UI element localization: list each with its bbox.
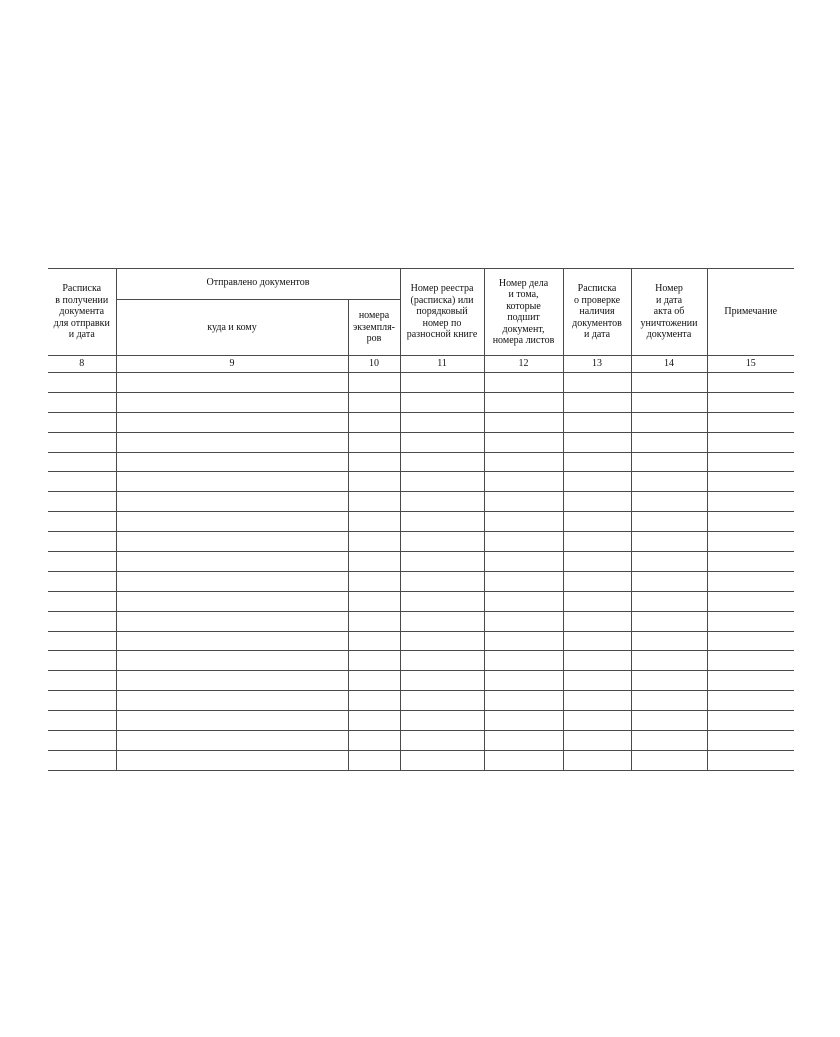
table-cell (400, 591, 484, 611)
table-cell (563, 472, 631, 492)
header-check-receipt: Расписка о проверке наличия документов и дата (563, 269, 631, 356)
table-cell (707, 452, 794, 472)
table-cell (707, 591, 794, 611)
table-cell (116, 412, 348, 432)
table-cell (348, 432, 400, 452)
table-cell (563, 651, 631, 671)
table-cell (707, 631, 794, 651)
table-row (48, 611, 794, 631)
table-cell (484, 532, 563, 552)
table-row (48, 373, 794, 393)
table-cell (631, 691, 707, 711)
table-cell (400, 492, 484, 512)
table-cell (563, 452, 631, 472)
table-cell (707, 532, 794, 552)
table-cell (484, 492, 563, 512)
table-cell (116, 492, 348, 512)
table-cell (563, 691, 631, 711)
column-number: 11 (400, 356, 484, 373)
table-cell (484, 392, 563, 412)
table-cell (484, 432, 563, 452)
table-cell (348, 571, 400, 591)
header-destruction-act: Номер и дата акта об уничтожении документа (631, 269, 707, 356)
table-row (48, 492, 794, 512)
table-cell (400, 412, 484, 432)
table-cell (563, 492, 631, 512)
table-cell (48, 691, 116, 711)
table-cell (400, 671, 484, 691)
table-cell (116, 552, 348, 572)
table-cell (348, 512, 400, 532)
table-cell (707, 552, 794, 572)
table-cell (400, 452, 484, 472)
table-cell (484, 512, 563, 532)
table-cell (348, 552, 400, 572)
table-cell (484, 651, 563, 671)
table-cell (116, 671, 348, 691)
table-cell (484, 750, 563, 770)
table-row (48, 392, 794, 412)
table-cell (484, 552, 563, 572)
table-cell (563, 552, 631, 572)
table-cell (348, 671, 400, 691)
table-cell (707, 691, 794, 711)
table-cell (484, 412, 563, 432)
table-cell (707, 571, 794, 591)
header-where-to-whom: куда и кому (116, 300, 348, 356)
document-register-table (48, 268, 794, 771)
table-cell (563, 671, 631, 691)
table-cell (563, 750, 631, 770)
table-cell (348, 373, 400, 393)
header-documents-sent: Отправлено документов (116, 269, 400, 300)
table-cell (563, 392, 631, 412)
table-cell (707, 750, 794, 770)
table-row (48, 432, 794, 452)
table-cell (48, 432, 116, 452)
table-cell (631, 731, 707, 751)
header-note: Примечание (707, 269, 794, 356)
table-cell (484, 591, 563, 611)
table-row (48, 671, 794, 691)
table-cell (563, 631, 631, 651)
table-cell (348, 392, 400, 412)
table-row (48, 452, 794, 472)
table-row (48, 512, 794, 532)
column-number: 12 (484, 356, 563, 373)
table-cell (400, 512, 484, 532)
table-row (48, 552, 794, 572)
header-registry-number: Номер реестра (расписка) или порядковый номер по разносной книге (400, 269, 484, 356)
column-number: 13 (563, 356, 631, 373)
table-cell (400, 691, 484, 711)
table-cell (484, 571, 563, 591)
table-cell (48, 711, 116, 731)
column-number: 14 (631, 356, 707, 373)
table-cell (631, 591, 707, 611)
table-cell (48, 552, 116, 572)
table-cell (400, 392, 484, 412)
table-cell (484, 731, 563, 751)
header-copy-numbers: номера экземпля- ров (348, 300, 400, 356)
table-cell (484, 631, 563, 651)
table-cell (48, 571, 116, 591)
column-number: 10 (348, 356, 400, 373)
table-cell (48, 373, 116, 393)
header-receipt-for-sending: Расписка в получении документа для отправки и дата (48, 269, 116, 356)
table-cell (400, 432, 484, 452)
table-cell (48, 591, 116, 611)
table-cell (563, 532, 631, 552)
table-cell (631, 432, 707, 452)
table-cell (563, 412, 631, 432)
table-cell (348, 452, 400, 472)
table-cell (484, 611, 563, 631)
table-cell (707, 432, 794, 452)
table-cell (48, 492, 116, 512)
table-cell (484, 373, 563, 393)
header-case-volume-number: Номер дела и тома, которые подшит документ, номера листов (484, 269, 563, 356)
column-number: 15 (707, 356, 794, 373)
column-number: 9 (116, 356, 348, 373)
table-row (48, 631, 794, 651)
table-cell (631, 512, 707, 532)
table-cell (631, 750, 707, 770)
table-cell (116, 631, 348, 651)
table-row (48, 591, 794, 611)
table-cell (348, 631, 400, 651)
table-cell (348, 611, 400, 631)
table-cell (116, 373, 348, 393)
table-cell (631, 472, 707, 492)
table-cell (563, 373, 631, 393)
table-cell (116, 731, 348, 751)
table-cell (116, 651, 348, 671)
table-cell (348, 651, 400, 671)
table-cell (400, 552, 484, 572)
table-cell (400, 731, 484, 751)
table-cell (484, 452, 563, 472)
table-cell (707, 651, 794, 671)
table-cell (631, 671, 707, 691)
table-cell (48, 392, 116, 412)
table-cell (400, 631, 484, 651)
register-body (48, 373, 794, 771)
table-cell (116, 452, 348, 472)
table-cell (116, 591, 348, 611)
table-cell (400, 651, 484, 671)
table-cell (484, 691, 563, 711)
table-row (48, 532, 794, 552)
table-cell (348, 532, 400, 552)
table-row (48, 750, 794, 770)
table-cell (563, 432, 631, 452)
table-cell (563, 571, 631, 591)
table-cell (348, 731, 400, 751)
table-cell (400, 611, 484, 631)
table-cell (48, 472, 116, 492)
table-cell (707, 472, 794, 492)
table-cell (631, 492, 707, 512)
table-cell (484, 671, 563, 691)
table-cell (48, 651, 116, 671)
table-row (48, 472, 794, 492)
table-cell (631, 611, 707, 631)
table-cell (48, 532, 116, 552)
table-cell (348, 472, 400, 492)
table-cell (400, 750, 484, 770)
table-cell (707, 731, 794, 751)
table-row (48, 711, 794, 731)
table-cell (707, 711, 794, 731)
table-cell (707, 512, 794, 532)
table-cell (631, 651, 707, 671)
table-cell (48, 631, 116, 651)
table-cell (631, 571, 707, 591)
column-number-row (48, 356, 794, 373)
table-cell (116, 472, 348, 492)
table-cell (707, 412, 794, 432)
table-row (48, 571, 794, 591)
table-cell (348, 691, 400, 711)
table-cell (116, 512, 348, 532)
table-cell (563, 731, 631, 751)
table-cell (116, 392, 348, 412)
table-row (48, 731, 794, 751)
table-cell (348, 711, 400, 731)
table-cell (631, 532, 707, 552)
table-row (48, 412, 794, 432)
table-cell (631, 552, 707, 572)
table-cell (484, 472, 563, 492)
table-cell (116, 571, 348, 591)
table-cell (563, 512, 631, 532)
table-cell (707, 671, 794, 691)
table-cell (48, 671, 116, 691)
table-cell (631, 711, 707, 731)
table-cell (707, 492, 794, 512)
table-cell (707, 611, 794, 631)
table-cell (631, 452, 707, 472)
table-cell (48, 512, 116, 532)
table-cell (348, 591, 400, 611)
table-cell (631, 373, 707, 393)
table-cell (707, 373, 794, 393)
table-cell (348, 412, 400, 432)
table-cell (348, 492, 400, 512)
table-cell (563, 711, 631, 731)
table-cell (484, 711, 563, 731)
table-row (48, 651, 794, 671)
table-cell (400, 711, 484, 731)
table-cell (400, 373, 484, 393)
table-cell (116, 611, 348, 631)
table-cell (116, 432, 348, 452)
table-cell (631, 392, 707, 412)
table-cell (48, 750, 116, 770)
table-cell (48, 412, 116, 432)
table-cell (631, 631, 707, 651)
column-number: 8 (48, 356, 116, 373)
table-cell (400, 532, 484, 552)
table-cell (116, 532, 348, 552)
table-cell (631, 412, 707, 432)
table-cell (48, 731, 116, 751)
table-cell (563, 591, 631, 611)
table-cell (48, 452, 116, 472)
table-cell (707, 392, 794, 412)
table-cell (563, 611, 631, 631)
table-cell (48, 611, 116, 631)
table-cell (400, 571, 484, 591)
table-row (48, 691, 794, 711)
table-cell (116, 711, 348, 731)
table-cell (400, 472, 484, 492)
table-cell (348, 750, 400, 770)
table-cell (116, 691, 348, 711)
table-cell (116, 750, 348, 770)
